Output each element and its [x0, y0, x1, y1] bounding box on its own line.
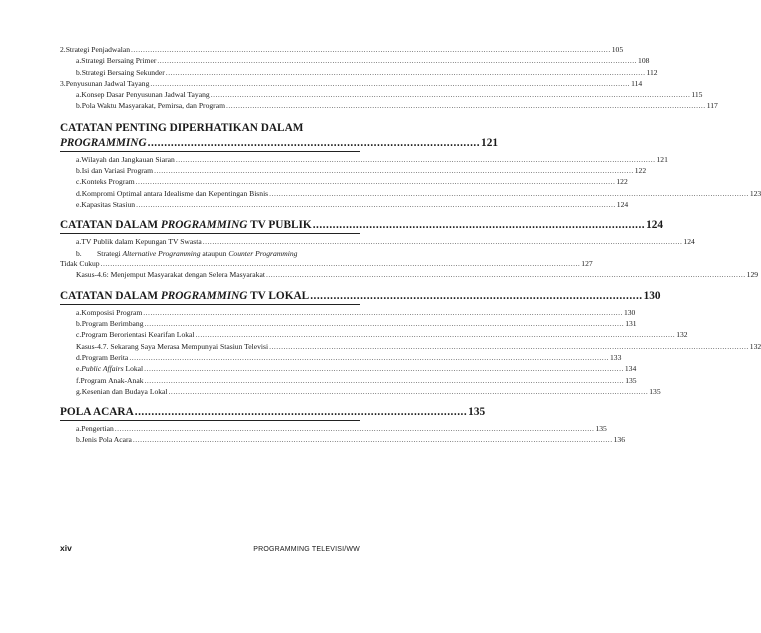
section-rule: [60, 304, 360, 305]
leader-dots: ....................................................................................................: [147, 136, 481, 149]
toc-entry: c. Program Berorientasi Kearifan Lokal ..... 132: [60, 329, 360, 340]
section-heading: CATATAN DALAM PROGRAMMING TV PUBLIK .................................................................................................... 124: [60, 219, 664, 232]
leader-dots: [136, 199, 616, 210]
leader-dots: [129, 352, 609, 363]
leader-dots: [101, 259, 581, 270]
toc-entry: b. Program Berimbang ..... 131: [60, 318, 360, 329]
toc-entry: a. Wilayah dan Jangkauan Siaran ..... 121: [60, 154, 360, 165]
toc-entry: a. Komposisi Program ..... 130: [60, 307, 360, 318]
leader-dots: [150, 78, 630, 89]
toc-page-number: 114: [631, 78, 643, 88]
toc-entry: a. Strategi Bersaing Primer ..... 108: [60, 55, 360, 66]
toc-entry: g. Kesenian dan Budaya Lokal ..... 135: [60, 386, 360, 397]
leader-dots: [157, 55, 637, 66]
leader-dots: [143, 307, 623, 318]
leader-dots: [269, 188, 749, 199]
toc-entry: b. Pola Waktu Masyarakat, Pemirsa, dan Program ..... 117: [60, 100, 360, 111]
section-heading: CATATAN PENTING DIPERHATIKAN DALAM: [60, 121, 304, 134]
running-head: PROGRAMMING TELEVISI/WW: [253, 546, 360, 553]
toc-entry: b. Isi dan Variasi Program ..... 122: [60, 165, 360, 176]
toc-entry: a. TV Publik dalam Kepungan TV Swasta ..... 124: [60, 236, 360, 247]
toc-entry-title: Pola Waktu Masyarakat, Pemirsa, dan Program: [81, 101, 225, 111]
leader-dots: [145, 318, 625, 329]
leader-dots: [203, 236, 683, 247]
section-heading: POLA ACARA .................................................................................................... 135: [60, 406, 486, 419]
toc-entry: 3. Penyusunan Jadwal Tayang ..... 114: [60, 78, 360, 89]
toc-entry: b. Jenis Pola Acara ..... 136: [60, 434, 360, 445]
toc-entry-title: Strategi Bersaing Primer: [81, 56, 157, 66]
toc-entry-title: Strategi Bersaing Sekunder: [81, 67, 165, 77]
leader-dots: [169, 386, 649, 397]
leader-dots: [131, 44, 611, 55]
leader-dots: [115, 423, 595, 434]
toc-entry: e. Kapasitas Stasiun ..... 124: [60, 199, 360, 210]
leader-dots: [145, 375, 625, 386]
toc-entry: b. Strategi Bersaing Sekunder ..... 112: [60, 67, 360, 78]
leader-dots: [154, 165, 634, 176]
toc-page-number: 115: [691, 90, 703, 100]
leader-dots: ....................................................................................................: [134, 406, 468, 419]
section-rule: [60, 233, 360, 234]
leader-dots: ....................................................................................................: [310, 289, 643, 302]
toc-entry: a. Pengertian ..... 135: [60, 423, 360, 434]
leader-dots: [226, 100, 706, 111]
toc-entry-title: Penyusunan Jadwal Tayang: [65, 78, 150, 88]
toc-page-number: 108: [638, 56, 650, 66]
toc-case-entry: Kasus-4.7. Sekarang Saya Merasa Mempunyai Stasiun Televisi ..... 132: [60, 341, 360, 352]
toc-entry: c. Konteks Program ..... 122: [60, 176, 360, 187]
leader-dots: [211, 89, 691, 100]
toc-entry-title: Strategi Penjadwalan: [65, 45, 131, 54]
section-page-number: 130: [643, 289, 661, 302]
toc-entry: b. Strategi Alternative Programming ataupun Counter Programming: [76, 248, 298, 258]
section-page-number: 135: [468, 406, 486, 419]
toc-entry-title: Konsep Dasar Penyusunan Jadwal Tayang: [81, 90, 210, 100]
toc-section-catatan-penting: [60, 121, 761, 210]
leader-dots: [266, 269, 746, 280]
section-page-number: 121: [481, 136, 498, 149]
toc-section-pola-acara: [60, 405, 625, 446]
page-footer: [60, 543, 360, 553]
toc-entry: a. Konsep Dasar Penyusunan Jadwal Tayang ..... 115: [60, 89, 360, 100]
section-heading: CATATAN DALAM PROGRAMMING TV LOKAL .................................................................................................... 130: [60, 289, 661, 302]
toc-top-entries: [60, 44, 718, 112]
leader-dots: ....................................................................................................: [312, 219, 646, 232]
toc-entry-continued: Tidak Cukup ..... 127: [60, 259, 360, 270]
toc-section-tv-publik: [60, 218, 759, 280]
leader-dots: [196, 329, 676, 340]
page-folio: xiv: [60, 543, 72, 553]
toc-case-entry: Kasus-4.6: Menjemput Masyarakat dengan Selera Masyarakat ..... 129: [60, 269, 360, 280]
toc-page-number: 105: [611, 45, 624, 54]
section-rule: [60, 420, 360, 421]
leader-dots: [269, 341, 749, 352]
toc-entry: d. Program Berita ..... 133: [60, 352, 360, 363]
leader-dots: [176, 154, 656, 165]
section-heading-continued: PROGRAMMING .................................................................................................... 121: [60, 136, 498, 149]
section-page-number: 124: [646, 219, 664, 232]
toc-entry: d. Kompromi Optimal antara Idealisme dan Kepentingan Bisnis ..... 123: [60, 188, 360, 199]
leader-dots: [166, 67, 646, 78]
toc-section-tv-lokal: [60, 289, 761, 397]
section-rule: [60, 151, 360, 152]
leader-dots: [133, 434, 613, 445]
table-of-contents: [60, 44, 761, 446]
toc-entry: f. Program Anak-Anak ..... 135: [60, 375, 360, 386]
leader-dots: [136, 176, 616, 187]
leader-dots: [144, 363, 624, 374]
toc-entry: e. Public Affairs Lokal ..... 134: [60, 363, 360, 374]
toc-page-number: 112: [646, 67, 658, 77]
toc-entry: 2. Strategi Penjadwalan ..... 105: [60, 44, 360, 55]
toc-page-number: 117: [706, 101, 718, 111]
